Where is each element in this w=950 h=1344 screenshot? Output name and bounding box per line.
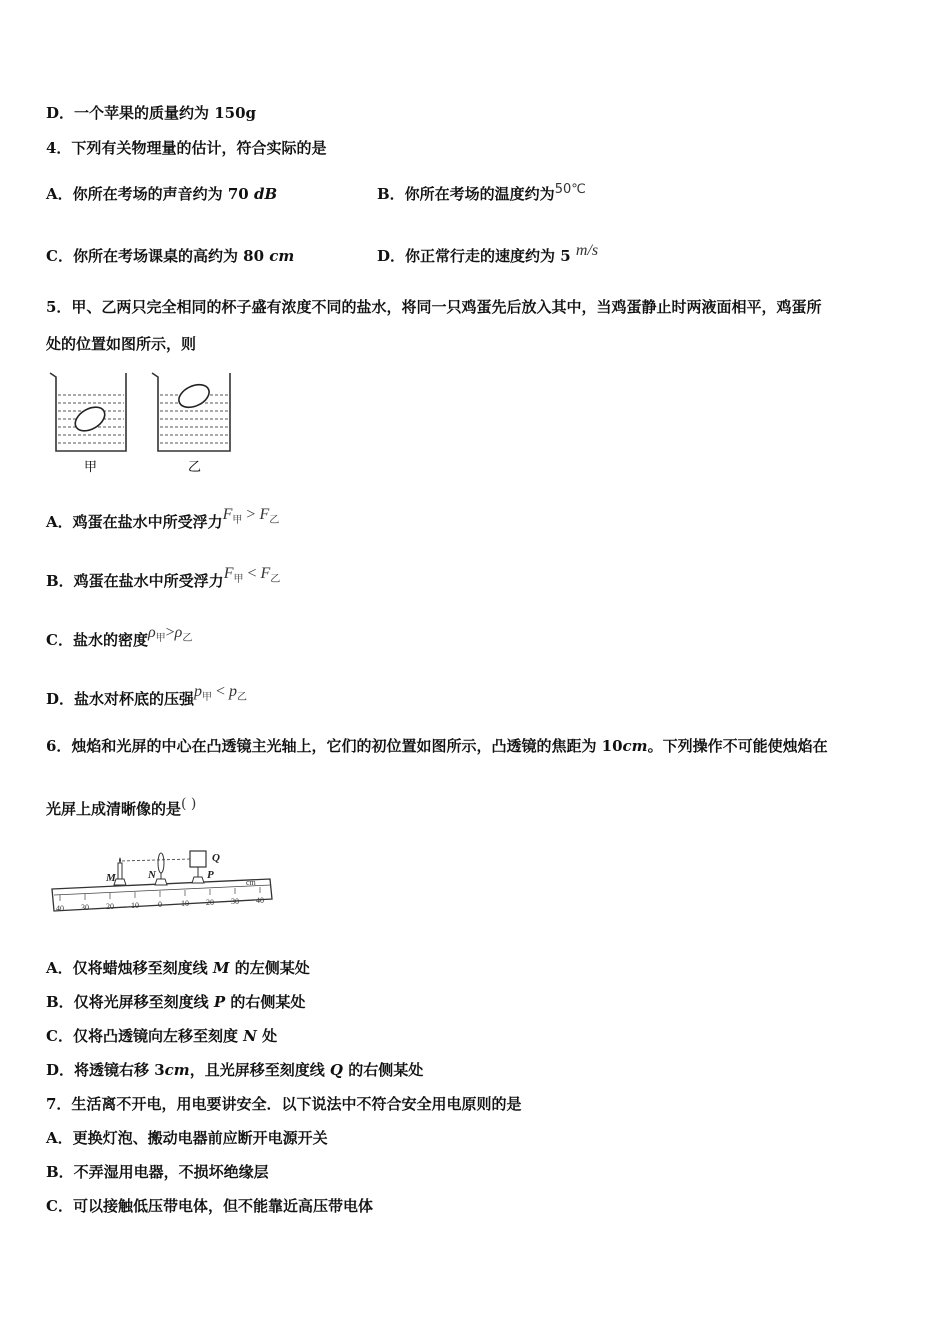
- q7-option-c: C．可以接触低压带电体，但不能靠近高压带电体: [46, 1197, 373, 1215]
- q6-option-c: C．仅将凸透镜向左移至刻度 N 处: [46, 1027, 278, 1045]
- label-Q: Q: [212, 852, 220, 864]
- tick-5: 10: [181, 899, 189, 908]
- egg-yi: [175, 380, 212, 412]
- q6-option-a: A．仅将蜡烛移至刻度线 M 的左侧某处: [46, 959, 310, 977]
- label-P: P: [207, 869, 214, 881]
- q7-option-b: B．不弄湿用电器，不损坏绝缘层: [46, 1163, 269, 1181]
- q6-stem-line1: 6．烛焰和光屏的中心在凸透镜主光轴上，它们的初位置如图所示，凸透镜的焦距为 10cm。下列操作不可能使烛焰在: [46, 737, 828, 755]
- label-jia: 甲: [84, 460, 98, 475]
- q4-option-b: B．你所在考场的温度约为50℃: [377, 182, 586, 203]
- beaker-yi: [152, 373, 230, 451]
- q5-option-d: D．盐水对杯底的压强$p_甲 < p_乙$: [46, 683, 248, 708]
- label-N: N: [148, 869, 156, 881]
- q4-stem: 4．下列有关物理量的估计，符合实际的是: [46, 139, 327, 157]
- q4-option-d: D．你正常行走的速度约为 5 m/s: [377, 242, 599, 265]
- label-yi: 乙: [188, 460, 202, 475]
- q6-stem-line2: 光屏上成清晰像的是( ): [46, 796, 197, 818]
- q4-option-c: C．你所在考场课桌的高约为 80 cm: [46, 247, 295, 265]
- tick-2: 20: [106, 902, 114, 911]
- unit-label: cm: [246, 878, 256, 887]
- label-M: M: [106, 872, 116, 884]
- light-screen: [190, 851, 206, 867]
- q6-optical-bench-figure: [50, 845, 275, 920]
- q4-option-a: A．你所在考场的声音约为 70 dB: [46, 185, 278, 203]
- q5-beakers-figure: [46, 365, 246, 480]
- q3-option-d: D．一个苹果的质量约为 150g: [46, 104, 257, 122]
- tick-8: 40: [256, 896, 264, 905]
- q5-option-c: C．盐水的密度$\rho_甲>\rho_乙$: [46, 624, 193, 649]
- tick-6: 20: [206, 898, 214, 907]
- q6-option-d: D．将透镜右移 3cm，且光屏移至刻度线 Q 的右侧某处: [46, 1061, 424, 1079]
- q5-stem-line1: 5．甲、乙两只完全相同的杯子盛有浓度不同的盐水，将同一只鸡蛋先后放入其中，当鸡蛋静止时两液面相平，鸡蛋所: [46, 298, 822, 316]
- tick-7: 30: [231, 897, 239, 906]
- tick-3: 10: [131, 901, 139, 910]
- convex-lens: [158, 853, 164, 873]
- answer-parentheses: ( ): [181, 796, 197, 812]
- tick-1: 30: [81, 903, 89, 912]
- candle-flame: [119, 857, 121, 863]
- q5-option-b: B．鸡蛋在盐水中所受浮力$F_甲 < F_乙$: [46, 565, 281, 590]
- egg-jia: [71, 402, 109, 435]
- q5-stem-line2: 处的位置如图所示，则: [46, 335, 197, 353]
- q7-stem: 7．生活离不开电，用电要讲安全．以下说法中不符合安全用电原则的是: [46, 1095, 522, 1113]
- q7-option-a: A．更换灯泡、搬动电器前应断开电源开关: [46, 1129, 328, 1147]
- q6-option-b: B．仅将光屏移至刻度线 P 的右侧某处: [46, 993, 306, 1011]
- tick-4: 0: [158, 900, 162, 909]
- q5-option-a: A．鸡蛋在盐水中所受浮力$F_甲 > F_乙$: [46, 506, 280, 531]
- tick-0: 40: [56, 904, 64, 913]
